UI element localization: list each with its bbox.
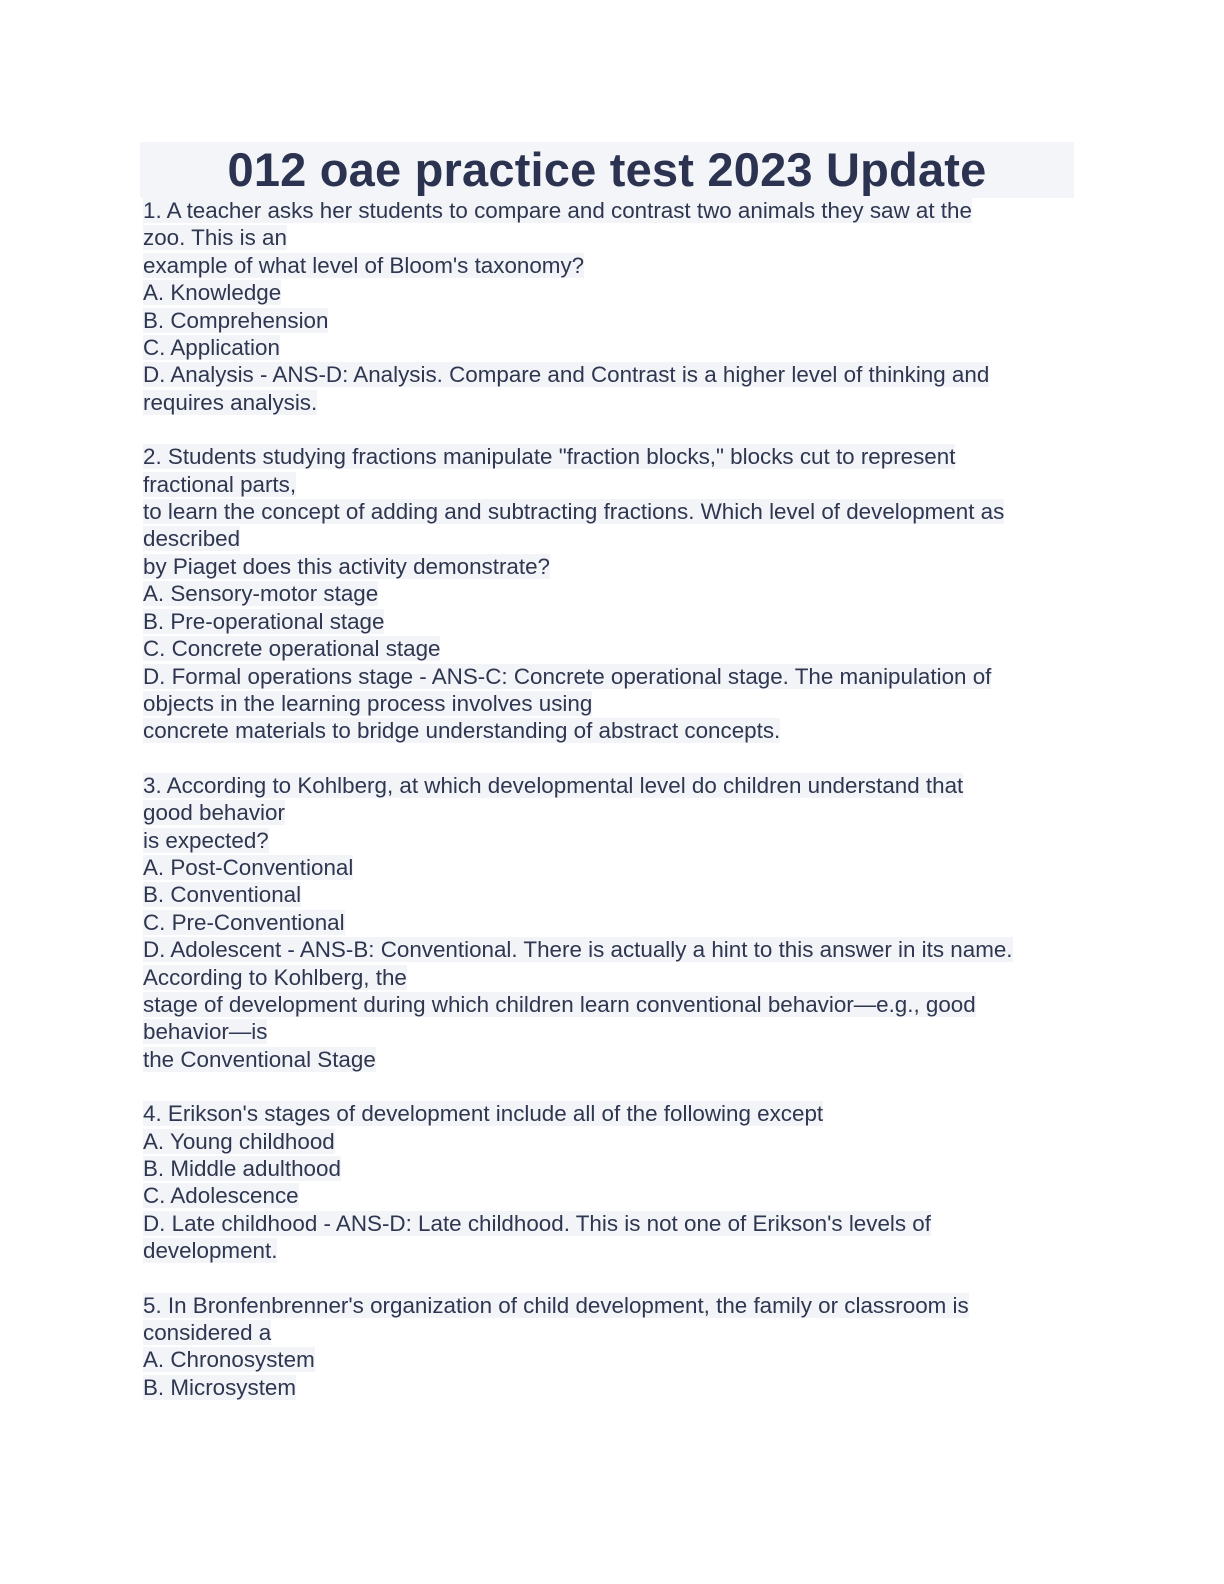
question-line [143,936,1074,963]
question-2 [143,443,1074,744]
question-line-text: the Conventional Stage [143,1046,376,1072]
question-4 [143,1100,1074,1264]
question-line-text: objects in the learning process involves using [143,690,593,716]
question-3 [143,772,1074,1073]
question-line-text: D. Formal operations stage - ANS-C: Concrete operational stage. The manipulation of [143,663,992,689]
question-line-text: 4. Erikson's stages of development include all of the following except [143,1101,824,1127]
question-line-text: D. Adolescent - ANS-B: Conventional. There is actually a hint to this answer in its name. [143,937,1013,963]
question-line [143,1128,1074,1155]
title-block [140,142,1074,198]
question-1 [143,197,1074,416]
question-line-text: A. Young childhood [143,1128,335,1154]
question-line [143,471,1074,498]
question-line-text: behavior—is [143,1019,268,1045]
question-line [143,525,1074,552]
question-line [143,799,1074,826]
question-line-text: development. [143,1238,278,1264]
question-line-text: good behavior [143,800,285,826]
question-line [143,827,1074,854]
question-line [143,224,1074,251]
question-line-text: C. Adolescence [143,1183,299,1209]
question-line [143,772,1074,799]
question-line [143,252,1074,279]
question-line [143,1155,1074,1182]
question-line [143,1018,1074,1045]
question-line-text: by Piaget does this activity demonstrate? [143,553,550,579]
question-line [143,1046,1074,1073]
question-line [143,279,1074,306]
question-line-text: considered a [143,1320,272,1346]
question-line [143,498,1074,525]
question-line-text: A. Post-Conventional [143,854,354,880]
question-line-text: 5. In Bronfenbrenner's organization of child development, the family or classroom is [143,1292,969,1318]
question-line-text: concrete materials to bridge understanding of abstract concepts. [143,718,781,744]
question-line [143,881,1074,908]
document-title: 012 oae practice test 2023 Update [227,143,987,196]
question-line [143,1292,1074,1319]
question-line [143,717,1074,744]
question-line-text: A. Chronosystem [143,1347,315,1373]
question-line [143,307,1074,334]
question-line-text: example of what level of Bloom's taxonomy? [143,252,585,278]
question-line [143,1182,1074,1209]
question-line [143,608,1074,635]
question-line [143,443,1074,470]
question-list [140,197,1074,1401]
question-line [143,334,1074,361]
question-line-text: C. Concrete operational stage [143,636,441,662]
question-line [143,580,1074,607]
question-line [143,553,1074,580]
question-line-text: B. Middle adulthood [143,1156,341,1181]
question-line-text: stage of development during which children learn conventional behavior—e.g., good [143,991,976,1017]
question-line [143,663,1074,690]
question-line [143,1210,1074,1237]
question-line [143,635,1074,662]
question-line-text: B. Microsystem [143,1374,297,1400]
question-line [143,909,1074,936]
question-line-text: A. Sensory-motor stage [143,581,379,607]
question-line-text: 3. According to Kohlberg, at which developmental level do children understand that [143,772,964,798]
question-line [143,361,1074,388]
question-line [143,197,1074,224]
question-line-text: described [143,526,241,552]
question-line-text: zoo. This is an [143,225,287,251]
document-page [140,142,1074,1428]
question-line-text: A. Knowledge [143,280,282,306]
question-line [143,389,1074,416]
question-line [143,690,1074,717]
question-line [143,991,1074,1018]
question-line-text: B. Comprehension [143,307,329,333]
question-line-text: is expected? [143,827,269,853]
question-line-text: B. Pre-operational stage [143,608,385,634]
question-line-text: 1. A teacher asks her students to compare and contrast two animals they saw at the [143,198,972,223]
question-line-text: C. Application [143,335,280,361]
question-line [143,1100,1074,1127]
question-line [143,964,1074,991]
question-line-text: According to Kohlberg, the [143,964,407,990]
question-line [143,1319,1074,1346]
question-line-text: fractional parts, [143,471,297,497]
question-line-text: B. Conventional [143,882,302,908]
question-5 [143,1292,1074,1402]
question-line [143,1237,1074,1264]
question-line [143,854,1074,881]
question-line-text: C. Pre-Conventional [143,909,345,935]
question-line [143,1346,1074,1373]
question-line-text: D. Late childhood - ANS-D: Late childhood. This is not one of Erikson's levels of [143,1210,931,1236]
question-line [143,1374,1074,1401]
question-line-text: requires analysis. [143,389,318,415]
question-line-text: D. Analysis - ANS-D: Analysis. Compare and Contrast is a higher level of thinking and [143,362,990,388]
question-line-text: 2. Students studying fractions manipulate "fraction blocks," blocks cut to represent [143,444,956,470]
question-line-text: to learn the concept of adding and subtracting fractions. Which level of development as [143,499,1005,525]
